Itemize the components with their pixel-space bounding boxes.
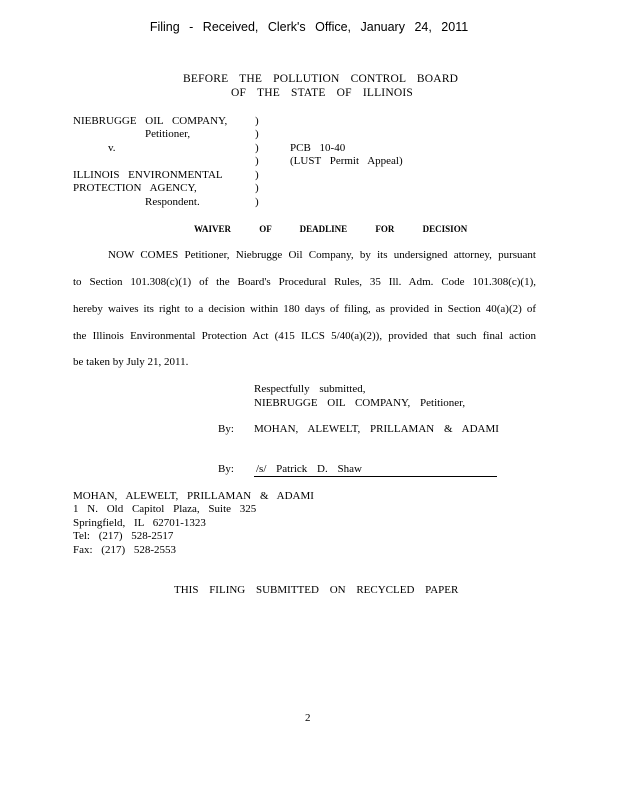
- filing-stamp: Filing - Received, Clerk's Office, January 24, 2011: [149, 20, 469, 34]
- body-line: hereby waives its right to a decision within 180 days of filing, as provided in Section 40(a)(2) of: [73, 303, 536, 315]
- petitioner-role: Petitioner,: [145, 128, 191, 140]
- by-label: By:: [218, 463, 234, 475]
- body-line: the Illinois Environmental Protection Act (415 ILCS 5/40(a)(2)), provided that such final action: [73, 330, 536, 342]
- respondent-name-line2: PROTECTION AGENCY,: [73, 182, 197, 194]
- page-number: 2: [305, 712, 311, 724]
- firm-name: MOHAN, ALEWELT, PRILLAMAN & ADAMI: [254, 423, 499, 435]
- address-line: Springfield, IL 62701-1323: [73, 517, 206, 529]
- caption-paren: ): [255, 128, 259, 140]
- address-line: Tel: (217) 528-2517: [73, 530, 174, 542]
- address-line: MOHAN, ALEWELT, PRILLAMAN & ADAMI: [73, 490, 314, 502]
- versus: v.: [108, 142, 116, 154]
- petitioner-name: NIEBRUGGE OIL COMPANY,: [73, 115, 228, 127]
- board-heading-line1: BEFORE THE POLLUTION CONTROL BOARD: [183, 73, 459, 85]
- recycled-paper-notice: THIS FILING SUBMITTED ON RECYCLED PAPER: [174, 584, 459, 596]
- board-heading-line2: OF THE STATE OF ILLINOIS: [231, 87, 413, 99]
- party-name: NIEBRUGGE OIL COMPANY, Petitioner,: [254, 397, 466, 409]
- closing: Respectfully submitted,: [254, 383, 366, 395]
- document-title: WAIVER OF DEADLINE FOR DECISION: [194, 224, 468, 234]
- respondent-role: Respondent.: [145, 196, 200, 208]
- signer-name: /s/ Patrick D. Shaw: [256, 463, 362, 475]
- caption-paren: ): [255, 169, 259, 181]
- address-line: Fax: (217) 528-2553: [73, 544, 177, 556]
- caption-paren: ): [255, 196, 259, 208]
- caption-paren: ): [255, 142, 259, 154]
- address-line: 1 N. Old Capitol Plaza, Suite 325: [73, 503, 257, 515]
- respondent-name-line1: ILLINOIS ENVIRONMENTAL: [73, 169, 223, 181]
- case-type: (LUST Permit Appeal): [290, 155, 403, 167]
- signature-line: [254, 476, 497, 477]
- body-line: NOW COMES Petitioner, Niebrugge Oil Company, by its undersigned attorney, pursuant: [108, 249, 536, 261]
- case-number: PCB 10-40: [290, 142, 346, 154]
- caption-paren: ): [255, 115, 259, 127]
- caption-paren: ): [255, 182, 259, 194]
- body-line: to Section 101.308(c)(1) of the Board's Procedural Rules, 35 Ill. Adm. Code 101.308(c)(1),: [73, 276, 536, 288]
- caption-paren: ): [255, 155, 259, 167]
- body-line: be taken by July 21, 2011.: [73, 356, 189, 368]
- by-label: By:: [218, 423, 234, 435]
